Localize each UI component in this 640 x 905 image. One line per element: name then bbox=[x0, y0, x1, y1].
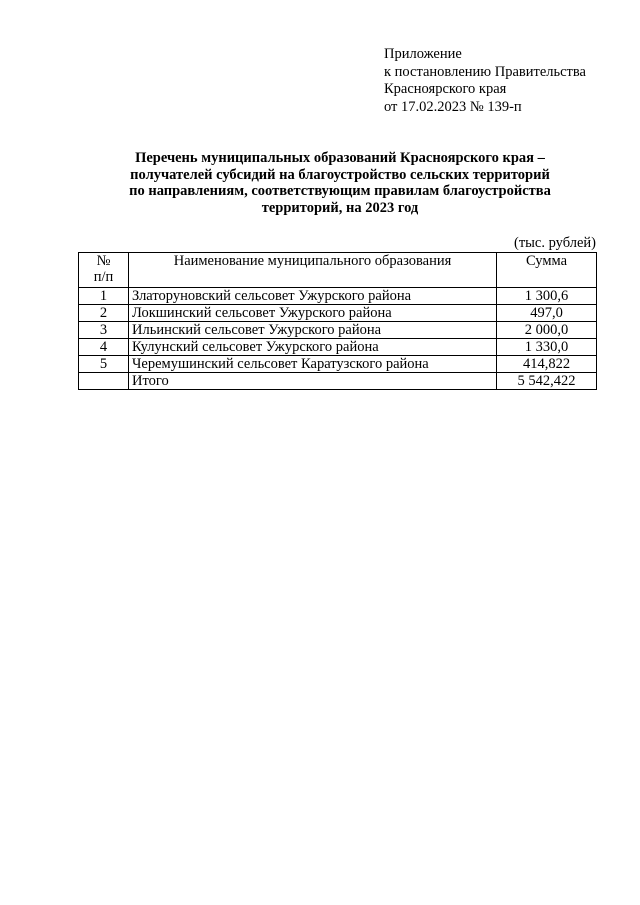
units-note: (тыс. рублей) bbox=[514, 235, 596, 251]
title-line: по направлениям, соответствующим правилам благоустройства bbox=[129, 183, 551, 199]
header-number-line1: № bbox=[96, 253, 111, 269]
header-name: Наименование муниципального образования bbox=[129, 253, 497, 288]
title-line: получателей субсидий на благоустройство сельских территорий bbox=[130, 166, 550, 183]
row-number: 1 bbox=[79, 288, 129, 305]
table-row bbox=[79, 305, 597, 322]
row-sum: 2 000,0 bbox=[497, 322, 597, 339]
total-number bbox=[79, 373, 129, 390]
appendix-line: Приложение bbox=[384, 46, 462, 62]
table-row bbox=[79, 339, 597, 356]
title-line: территорий, на 2023 год bbox=[261, 199, 419, 216]
row-sum: 414,822 bbox=[497, 356, 597, 373]
row-sum: 1 300,6 bbox=[497, 288, 597, 305]
header-number-line2: п/п bbox=[93, 269, 114, 285]
header-sum: Сумма bbox=[497, 253, 597, 288]
appendix-line: от 17.02.2023 № 139-п bbox=[384, 98, 522, 115]
appendix-line: к постановлению Правительства bbox=[384, 63, 586, 80]
row-name: Ильинский сельсовет Ужурского района bbox=[129, 322, 497, 339]
table-row bbox=[79, 288, 597, 305]
row-sum: 497,0 bbox=[497, 305, 597, 322]
row-name: Кулунский сельсовет Ужурского района bbox=[129, 339, 497, 356]
row-number: 5 bbox=[79, 356, 129, 373]
total-sum: 5 542,422 bbox=[497, 373, 597, 390]
appendix-block bbox=[384, 46, 586, 116]
table-row bbox=[79, 322, 597, 339]
title-line: Перечень муниципальных образований Красноярского края – bbox=[135, 150, 545, 166]
municipalities-table bbox=[78, 252, 597, 390]
table-row bbox=[79, 356, 597, 373]
total-row bbox=[79, 373, 597, 390]
row-number: 3 bbox=[79, 322, 129, 339]
row-sum: 1 330,0 bbox=[497, 339, 597, 356]
row-number: 2 bbox=[79, 305, 129, 322]
row-name: Черемушинский сельсовет Каратузского района bbox=[129, 356, 497, 373]
total-label: Итого bbox=[129, 373, 497, 390]
row-name: Локшинский сельсовет Ужурского района bbox=[129, 305, 497, 322]
table-header-row bbox=[79, 253, 597, 288]
header-number bbox=[79, 253, 129, 288]
appendix-line: Красноярского края bbox=[384, 81, 507, 97]
row-number: 4 bbox=[79, 339, 129, 356]
document-title bbox=[90, 150, 590, 216]
row-name: Златоруновский сельсовет Ужурского района bbox=[129, 288, 497, 305]
